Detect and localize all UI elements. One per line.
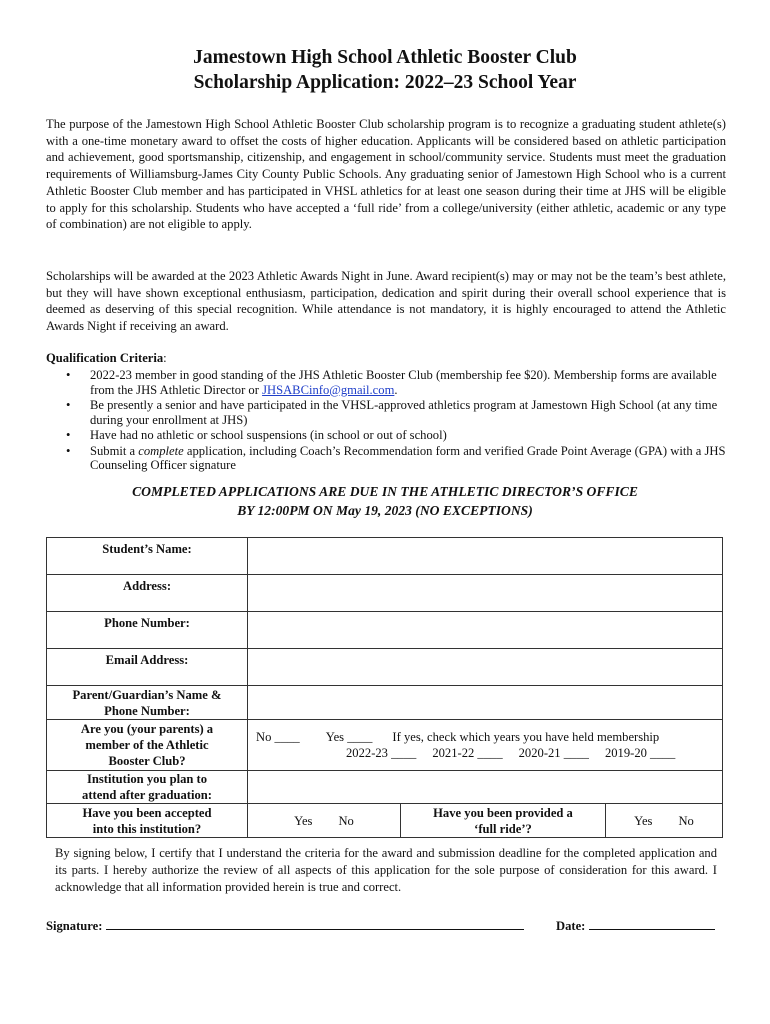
student-name-field[interactable]: [248, 538, 723, 575]
bullet-icon: •: [66, 368, 71, 382]
year-2020-21-option[interactable]: 2020-21 ____: [518, 746, 589, 760]
qualification-list: [46, 368, 726, 474]
qualification-item-text: Be presently a senior and have participated in the VHSL-approved athletics program at Jamestown High School (at any time during your enrollment at JHS): [90, 398, 718, 427]
qualification-item-text: .: [394, 382, 398, 397]
student-name-label: Student’s Name:: [47, 538, 248, 575]
parent-guardian-label: [47, 686, 248, 720]
qualification-item-membership: [46, 368, 726, 397]
year-2019-20-option[interactable]: 2019-20 ____: [604, 746, 676, 760]
signature-label: Signature:: [46, 919, 103, 933]
member-no-option[interactable]: No ____: [256, 730, 300, 744]
qualification-item-text: 2022-23 member in good standing of the JHS Athletic Booster Club (membership fee $20). Membership forms are available from the JHS Athletic Director or: [90, 368, 717, 397]
fullride-options: [606, 804, 723, 837]
institution-label: [47, 771, 248, 804]
date-line: [556, 918, 715, 934]
booster-email-link[interactable]: JHSABCinfo@gmail.com: [262, 382, 395, 397]
qualification-item-suspensions: [46, 428, 726, 443]
accepted-options: [248, 804, 401, 837]
qualification-item-text: Have had no athletic or school suspensions (in school or out of school): [90, 428, 447, 442]
fullride-label-line2: ‘full ride’?: [474, 821, 532, 836]
email-label: Email Address:: [47, 649, 248, 686]
deadline-line-2: BY 12:00PM ON May 19, 2023 (NO EXCEPTIONS): [237, 503, 533, 518]
deadline-line-1: COMPLETED APPLICATIONS ARE DUE IN THE ATHLETIC DIRECTOR’S OFFICE: [132, 484, 638, 499]
booster-member-field: [248, 720, 723, 771]
member-ifyes-text: If yes, check which years you have held membership: [392, 730, 660, 744]
booster-member-label-line3: Booster Club?: [108, 754, 186, 768]
fullride-label: [401, 804, 606, 837]
document-title: Jamestown High School Athletic Booster Club: [193, 47, 577, 68]
bullet-icon: •: [66, 398, 71, 412]
qualification-heading: [46, 350, 167, 366]
date-field[interactable]: [589, 918, 715, 930]
application-form-table: [46, 537, 723, 838]
document-subtitle: Scholarship Application: 2022–23 School Year: [193, 72, 577, 93]
phone-label: Phone Number:: [47, 612, 248, 649]
accepted-label-line1: Have you been accepted: [82, 805, 212, 820]
year-2022-23-option[interactable]: 2022-23 ____: [346, 746, 417, 760]
institution-label-line1: Institution you plan to: [86, 772, 208, 786]
accepted-no-option[interactable]: No: [338, 813, 354, 828]
phone-field[interactable]: [248, 612, 723, 649]
signature-field[interactable]: [106, 918, 524, 930]
accepted-fullride-cell: [248, 804, 723, 838]
qualification-heading-text: Qualification Criteria: [46, 351, 164, 365]
booster-member-label-line2: member of the Athletic: [85, 738, 209, 752]
intro-paragraph-1: The purpose of the Jamestown High School Athletic Booster Club scholarship program is to recognize a graduating student athlete(s) with a one-time monetary award to offset the costs of higher education. Applicants will be considered based on athletic participation and achievement, good sportsmanship, citizenship, and engagement in school/community service. Students must meet the graduation requirements of Williamsburg-James City County Public Schools. Any graduating senior of Jamestown High School who is a current Athletic Booster Club member and has participated in VHSL athletics for at least one season during their time at JHS will be eligible to apply for this scholarship. Students who have accepted a ‘full ride’ from a college/university (either athletic, academic or any type of combination) are not eligible to apply.: [46, 117, 726, 232]
institution-field[interactable]: [248, 771, 723, 804]
qualification-heading-colon: :: [163, 351, 167, 365]
member-yes-option[interactable]: Yes ____: [325, 730, 373, 744]
address-field[interactable]: [248, 575, 723, 612]
address-label: Address:: [47, 575, 248, 612]
bullet-icon: •: [66, 428, 71, 442]
certification-statement: By signing below, I certify that I understand the criteria for the award and submission deadline for the completed application and its parts. I hereby authorize the review of all aspects of this application for the sole purpose of consideration for this award. I acknowledge that all information provided herein is true and correct.: [55, 846, 717, 894]
fullride-label-line1: Have you been provided a: [433, 805, 573, 820]
parent-guardian-label-line1: Parent/Guardian’s Name &: [72, 687, 222, 702]
date-label: Date:: [556, 919, 586, 933]
qualification-item-submit: [46, 444, 726, 473]
accepted-label-line2: into this institution?: [92, 821, 202, 836]
year-2021-22-option[interactable]: 2021-22 ____: [432, 746, 503, 760]
qualification-item-text: Submit a: [90, 443, 139, 458]
booster-member-label-line1: Are you (your parents) a: [80, 722, 214, 736]
intro-paragraph-2: Scholarships will be awarded at the 2023 Athletic Awards Night in June. Award recipient(s) may or may not be the team’s best athlete, but they will have shown exceptional enthusiasm, participation, dedication and spirit during their overall school experience that is deemed as deserving of this special recognition. While attendance is not mandatory, it is highly encouraged to attend the Athletic Awards Night if receiving an award.: [46, 269, 726, 334]
qualification-item-senior: [46, 398, 726, 427]
email-field[interactable]: [248, 649, 723, 686]
qualification-item-text: application, including Coach’s Recommendation form and verified Grade Point Average (GPA) with a JHS Counseling Officer signature: [90, 443, 726, 472]
fullride-yes-option[interactable]: Yes: [634, 813, 653, 828]
qualification-item-emphasis: complete: [138, 443, 184, 458]
booster-member-label: [47, 720, 248, 771]
parent-guardian-label-line2: Phone Number:: [104, 703, 190, 718]
accepted-yes-option[interactable]: Yes: [294, 813, 313, 828]
bullet-icon: •: [66, 443, 71, 458]
accepted-label: [47, 804, 248, 838]
parent-guardian-field[interactable]: [248, 686, 723, 720]
fullride-no-option[interactable]: No: [678, 813, 694, 828]
signature-line: [46, 918, 524, 934]
institution-label-line2: attend after graduation:: [82, 788, 212, 802]
